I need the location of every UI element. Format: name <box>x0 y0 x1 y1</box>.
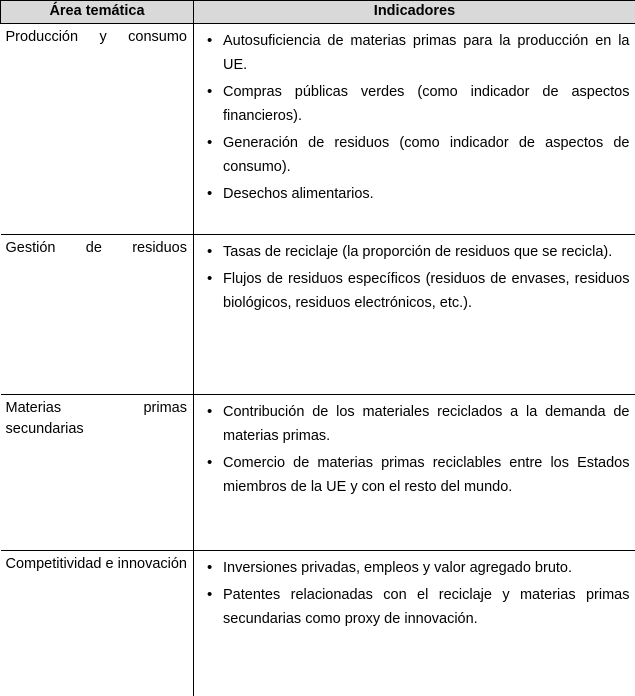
indicator-list <box>194 556 633 631</box>
table-row <box>1 24 635 235</box>
area-tematica-cell <box>1 235 194 395</box>
list-item <box>194 29 633 77</box>
area-tematica-cell <box>1 395 194 551</box>
table-row <box>1 551 635 696</box>
list-item <box>194 583 633 631</box>
indicadores-cell <box>194 395 635 551</box>
indicator-text: Tasas de reciclaje (la proporción de residuos que se recicla). <box>223 240 630 264</box>
indicator-text: Comercio de materias primas reciclables entre los Estados miembros de la UE y con el resto del mundo. <box>223 451 630 499</box>
indicadores-cell <box>194 551 635 696</box>
table-row <box>1 235 635 395</box>
list-item <box>194 400 633 448</box>
indicator-list <box>194 400 633 499</box>
indicadores-cell <box>194 235 635 395</box>
bullet-icon: • <box>207 400 217 424</box>
indicator-text: Compras públicas verdes (como indicador de aspectos financieros). <box>223 80 630 128</box>
list-item <box>194 240 633 264</box>
list-item <box>194 267 633 315</box>
indicator-text: Autosuficiencia de materias primas para la producción en la UE. <box>223 29 630 77</box>
indicadores-cell <box>194 24 635 235</box>
bullet-icon: • <box>207 182 217 206</box>
area-tematica-cell <box>1 551 194 696</box>
list-item <box>194 556 633 580</box>
indicator-text: Contribución de los materiales reciclados a la demanda de materias primas. <box>223 400 630 448</box>
list-item <box>194 131 633 179</box>
indicator-text: Inversiones privadas, empleos y valor agregado bruto. <box>223 556 630 580</box>
bullet-icon: • <box>207 451 217 475</box>
indicator-text: Flujos de residuos específicos (residuos de envases, residuos biológicos, residuos electrónicos, etc.). <box>223 267 630 315</box>
area-tematica-cell <box>1 24 194 235</box>
area-tematica-label: Gestión de residuos <box>6 238 188 259</box>
bullet-icon: • <box>207 556 217 580</box>
bullet-icon: • <box>207 29 217 53</box>
table-row <box>1 395 635 551</box>
indicator-list <box>194 240 633 315</box>
bullet-icon: • <box>207 583 217 607</box>
area-tematica-label: Competitividad e innovación <box>6 554 188 575</box>
list-item <box>194 80 633 128</box>
list-item <box>194 451 633 499</box>
indicator-text: Patentes relacionadas con el reciclaje y materias primas secundarias como proxy de innovación. <box>223 583 630 631</box>
table-header <box>1 1 635 24</box>
column-header-area-tematica: Área temática <box>1 1 194 24</box>
bullet-icon: • <box>207 80 217 104</box>
bullet-icon: • <box>207 131 217 155</box>
bullet-icon: • <box>207 240 217 264</box>
indicator-text: Desechos alimentarios. <box>223 182 630 206</box>
bullet-icon: • <box>207 267 217 291</box>
area-tematica-label: Materias primas secundarias <box>6 398 188 440</box>
indicator-text: Generación de residuos (como indicador de aspectos de consumo). <box>223 131 630 179</box>
list-item <box>194 182 633 206</box>
table-header-row <box>1 1 635 24</box>
indicator-list <box>194 29 633 206</box>
table-body <box>1 24 635 696</box>
area-tematica-label: Producción y consumo <box>6 27 188 48</box>
column-header-indicadores: Indicadores <box>194 1 635 24</box>
